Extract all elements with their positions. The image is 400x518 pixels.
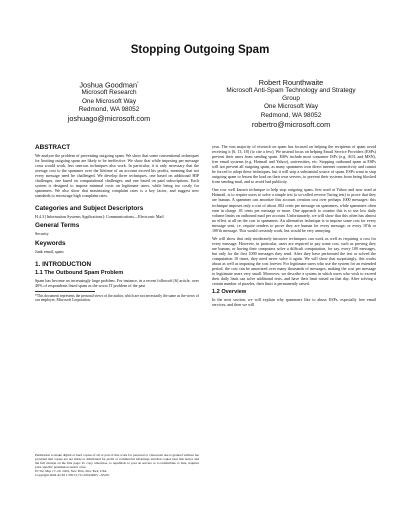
paragraph: year. The vast majority of research on spam has focused on helping the recipients of spam avoid receiving it [6, 13, 18] (to cite a few). We instead focus on helping Email Service Providers (ESPs) prevent their users from sending spam. ESPs include most consumer ISPs (e.g. AOL and MSN), free email systems (e.g. Hotmail and Yahoo), universities, etc. Stopping outbound spam at ESPs will not prevent all outgoing spam, as many spammers own direct internet connectivity and cannot be forced to adopt these techniques, but it will stop a substantial source of spam. ESPs want to stop outgoing spam to lessen the load on their own servers, to prevent their systems from being blocked from sending mail, and to avoid bad publicity. (212, 144, 376, 185)
author-affiliation: Microsoft Anti-Spam Technology and Strategy (226, 87, 356, 94)
keywords-text: Junk email, spam (35, 248, 64, 254)
copyright-text: Copyright 2004 ACM 1-58113-711-0/04/0005 ...$5.00. (35, 473, 110, 478)
author-address: One Microsoft Way (263, 103, 319, 111)
footnote-text: *This document represents the personal views of the author, which are not necessarily the same as the views of our employer, Microsoft Corporation. (35, 293, 199, 303)
paragraph: In the next section, we will explain why spammers like to abuse ESPs, especially free email services, and then we will (212, 297, 376, 308)
permission-text: Permission to make digital or hard copies of all or part of this work for personal or classroom use is granted without fee provided that copies are not made or distributed for profit or commercial advantage and that copies bear this notice and the full citation on the first page. To copy otherwise, to republish, to post on servers or to redistribute to lists, requires prior specific permission and/or a fee. (35, 453, 199, 470)
general-terms-text: Security (35, 231, 49, 237)
author-name-2: Robert Rounthwaite (258, 78, 324, 87)
author-block-2 (196, 78, 386, 129)
author-footnote-mark: * (137, 80, 139, 85)
subsection-heading: 1.2 Overview (212, 289, 247, 296)
author-affiliation: Microsoft Research (81, 89, 137, 97)
author-block-1 (14, 78, 204, 123)
author-email-2[interactable]: robertro@microsoft.com (251, 119, 331, 129)
right-column (212, 144, 376, 310)
general-terms-heading: General Terms (35, 222, 80, 230)
paragraph: We will show that only moderately intrusive techniques can work as well as requiring a cost for every message. However, in particular, users are required to pay some cost, such as proving they are human, or having their computers solve a difficult computation, for say, every 100 messages, but only for the first 1000 messages they send. After they have performed the test or solved the computation 10 times, they need never solve it again. We will show that surprisingly, this works about as well as imposing the cost forever. For legitimate users who use the system for an extended period, the cost can be amortized over many thousands of messages, making the cost per message to legitimate users very small. Moreover, we describe a system in which users who wish to exceed their daily limit can solve additional tests, and have their limit raised on that day. After solving a certain number of puzzles, their limit is permanently raised. (212, 235, 376, 287)
author-name-text: Joshua Goodman (79, 80, 138, 90)
introduction-text: Spam has become an increasingly large problem. For instance, in a recent followoft [6] article, over 40% of respondents listed spam as the worst IT problem of the past (35, 277, 199, 288)
subsection-heading: 1.1 The Outbound Spam Problem (35, 269, 124, 276)
introduction-heading: 1. INTRODUCTION (35, 260, 92, 268)
left-column (35, 144, 199, 303)
author-address: One Microsoft Way (81, 97, 137, 105)
abstract-text: We analyze the problem of preventing outgoing spam. We show that some conventional techniques for limiting outgoing spam are likely to be ineffective. We show that while imposing per message costs would work, less onerous techniques also work. In particular, it is only necessary that the average cost to the spammer over the lifetime of an account exceed his profits, meaning that not every message need be challenged. We develop three techniques, one based on additional HIP challenges, one based on computational challenges, and one based on paid subscriptions. Each system is designed to impose minimal costs on legitimate users, while being too costly for spammers. We also show that maximizing complaint rates is a key factor, and suggest new standards to encourage high complaint rates. (35, 153, 199, 199)
venue-text: EC'04, May 17–20, 2004, New York, New York, USA. (35, 469, 108, 474)
categories-text: H.4.3 [Information Systems Applications]: Communications—Electronic Mail (35, 214, 164, 220)
author-city: Redmond, WA 98052 (260, 111, 322, 119)
permission-block (35, 453, 199, 478)
abstract-heading: ABSTRACT (35, 144, 71, 151)
keywords-heading: Keywords (35, 239, 66, 247)
paragraph: One row well known technique to help stop outgoing spam, first used at Yahoo and now used at Hotmail, is to require users to solve a simple test (a so-called reverse Turing test) to prove that they are human. A spammer can amortize this account creation cost over perhaps 1000 messages: this technique imposes only a cost of about .002 cents per message on spammers, while spammers often earn in charge .01 cents per message or more. One approach to counter this is to use low daily volume limits on outbound mail per account. Unfortunately, we will show that this often has almost no effect at all on the cost to spammers. An alternative technique is to impose some cost for every message sent, i.e. require senders to prove they are human for every message, or every 10'th or 100'th message. This would certainly work, but would be very annoying. (212, 187, 376, 233)
paper-title: Stopping Outgoing Spam (130, 44, 270, 56)
categories-heading: Categories and Subject Descriptors (35, 205, 144, 213)
footnote-rule (35, 291, 95, 292)
author-email-1[interactable]: joshuago@microsoft.com (67, 114, 151, 124)
author-name-1 (14, 78, 204, 89)
author-city: Redmond, WA 98052 (78, 105, 140, 113)
author-affiliation-cont: Group (282, 95, 300, 103)
